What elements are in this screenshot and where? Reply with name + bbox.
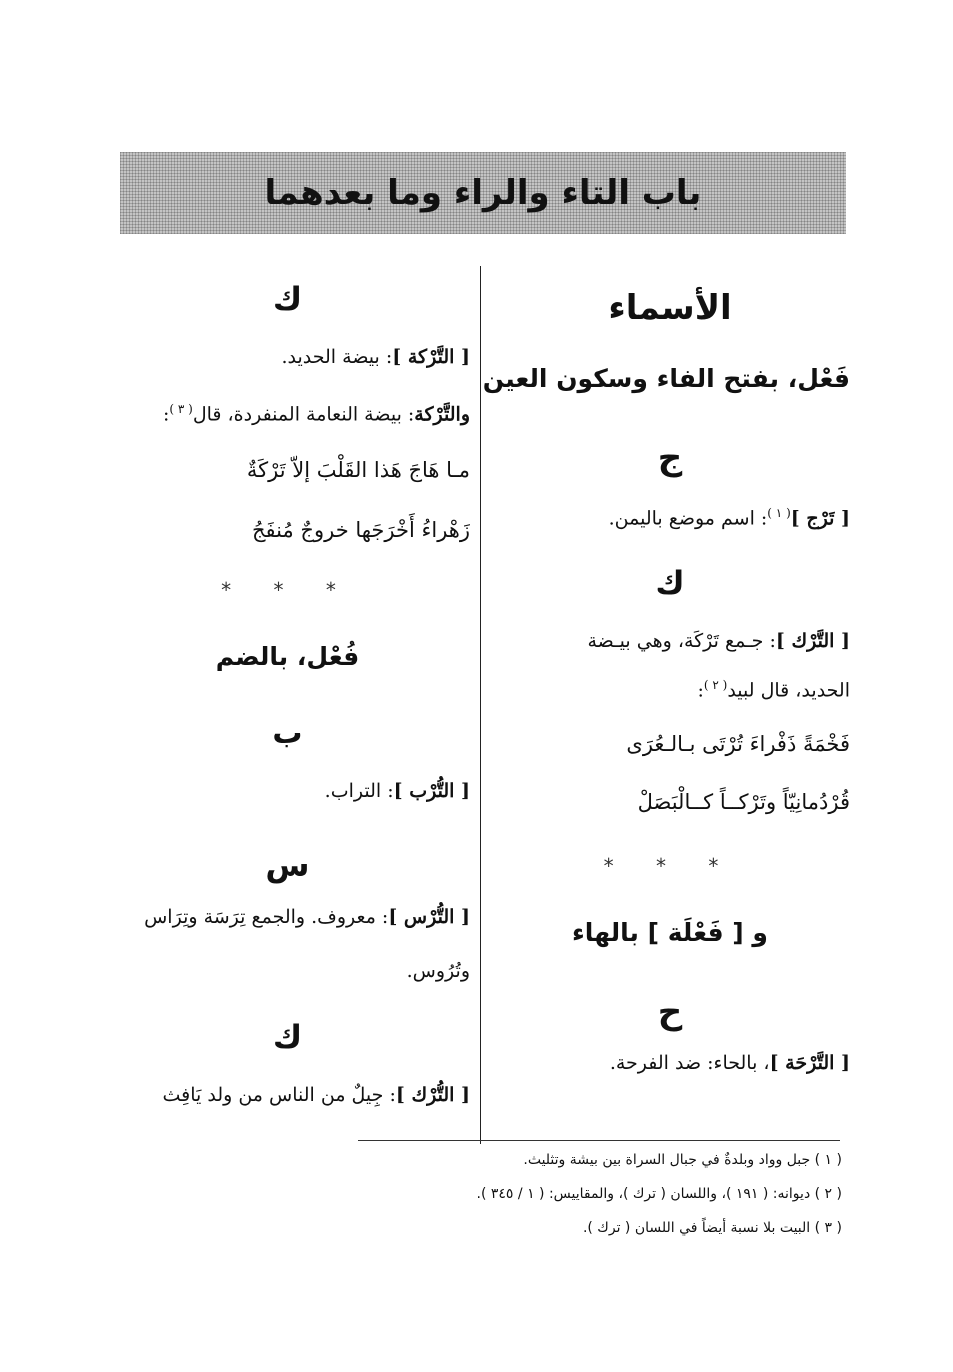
entry-term: [ التَّرْحَة ] <box>769 1052 850 1074</box>
separator-stars: * * * <box>221 578 354 602</box>
entry-text: ، بالحاء: ضد الفرحة. <box>609 1052 770 1074</box>
separator-stars: * * * <box>603 854 737 878</box>
entry-text: : التراب. <box>324 780 394 802</box>
footnote-ref: ( ٢ ) <box>703 678 728 692</box>
entry-text: : بيضة النعامة المنفردة، قال <box>192 403 415 426</box>
subsection-title: فُعْل، بالضم <box>215 642 360 671</box>
entry-tarka <box>105 346 470 368</box>
entry-term: [ التَّرْك ] <box>775 630 850 652</box>
footnote-1: ( ١ ) جبل وواد وبلدةٌ في جبال السراة بين بيشة وتثليث. <box>523 1152 842 1168</box>
letter-heading: ك <box>655 564 685 602</box>
entry-colon: : <box>162 403 170 426</box>
entry-term: [ تَرْج ] <box>790 507 850 530</box>
footnote-2: ( ٢ ) ديوانه: ( ١٩١ )، واللسان ( ترك )، والمقاييس: ( ١ / ٣٤٥ ). <box>476 1186 842 1202</box>
verse-line: زَهْراءُ أَخْرَجَها خروجٌ مُنفَجُ <box>251 518 470 542</box>
chapter-banner <box>120 152 846 234</box>
letter-heading: ب <box>272 716 303 751</box>
entry-turk <box>105 1084 470 1106</box>
footnote-ref: ( ١ ) <box>767 506 791 520</box>
letter-heading: ك <box>272 280 303 318</box>
subsection-title: فَعْل، بفتح الفاء وسكون العين <box>482 364 850 393</box>
verse-line: قُرْدُمانِيّاً وتَرْكــاً كــالْبَصَلْ <box>637 790 850 814</box>
entry-turs <box>105 906 470 928</box>
letter-heading: س <box>265 846 310 884</box>
entry-tark <box>490 630 850 652</box>
verse-line: مـا هَاجَ هَذا القَلْبَ إلاّ تَرْكَةٌ <box>246 458 470 482</box>
entry-term: [ التَّرْكة ] <box>392 346 470 368</box>
subsection-pre: و [ <box>732 918 768 947</box>
verse-line: فَخْمَةً ذَفْراءَ تُرْتَى بـالـعُرَى <box>626 732 850 756</box>
entry-text: : بيضة الحديد. <box>281 346 393 368</box>
entry-text: الحديد، قال لبيد <box>727 679 850 702</box>
chapter-title: باب التاء والراء وما بعدهما <box>264 173 702 213</box>
section-title: الأسماء <box>608 288 732 328</box>
entry-colon: : <box>697 679 704 702</box>
footnote-ref: ( ٣ ) <box>169 402 193 416</box>
letter-heading: ك <box>272 1018 303 1056</box>
entry-term: [ التُّرْك ] <box>395 1084 470 1106</box>
entry-text: : معروف. والجمع تِرَسَة وتِرَاس <box>144 906 389 928</box>
subsection-title <box>490 918 850 947</box>
entry-text: : اسم موضع باليمن. <box>608 507 768 530</box>
entry-tarka2 <box>105 402 470 425</box>
entry-tarha <box>490 1052 850 1074</box>
subsection-term: فَعْلَة <box>667 918 724 947</box>
entry-tarj <box>490 506 850 529</box>
entry-turb <box>105 780 470 802</box>
subsection-post: ] بالهاء <box>572 918 659 947</box>
entry-turs-cont: وتُرُوس. <box>406 960 470 982</box>
entry-term: [ التُّرْب ] <box>393 780 470 802</box>
entry-term: والتَّرْكة <box>414 403 470 426</box>
column-divider <box>480 266 481 1144</box>
entry-term: [ التُّرْس ] <box>388 906 470 928</box>
footnote-rule <box>358 1140 840 1141</box>
letter-heading: ج <box>657 438 683 478</box>
entry-tark-cont <box>490 678 850 701</box>
footnote-3: ( ٣ ) البيت بلا نسبة أيضاً في اللسان ( ترك ). <box>582 1220 842 1236</box>
entry-text: : جـمع تَرْكَة، وهي بيـضة <box>587 630 776 652</box>
entry-text: : جِيلٌ من الناس من ولد يَافِث <box>162 1084 396 1106</box>
letter-heading: ح <box>657 992 683 1032</box>
